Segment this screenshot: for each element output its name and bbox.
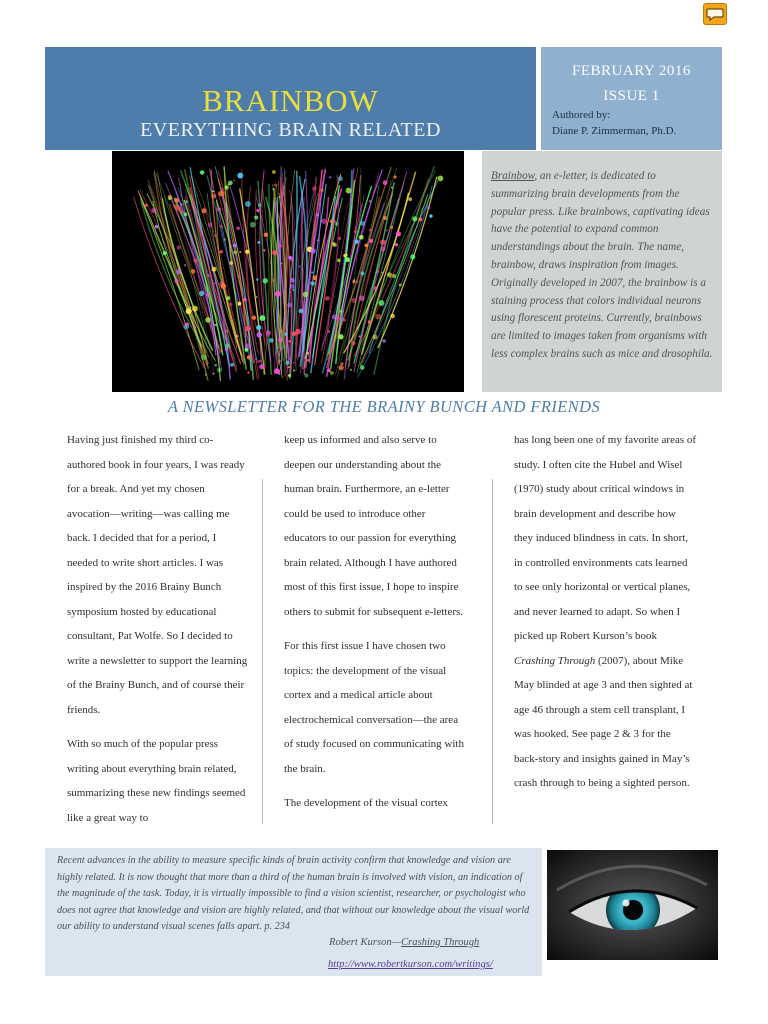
article-column-1 <box>67 428 250 840</box>
source-link[interactable]: http://www.robertkurson.com/writings/ <box>328 959 493 970</box>
masthead <box>45 47 536 150</box>
author-label: Authored by: <box>552 109 611 121</box>
paragraph: keep us informed and also serve to deepen our understanding about the human brain. Furthermore, an e-letter could be used to introduce other educators to our passion for everything brain related. Although I have authored most of this first issue, I hope to inspire others to submit for subsequent e-letters. <box>284 434 464 618</box>
column-divider <box>262 479 263 824</box>
article-column-3 <box>514 428 697 806</box>
cited-book-title: Crashing Through <box>401 937 480 948</box>
issue-date: FEBRUARY 2016 <box>572 63 691 79</box>
intro-body: , an e-letter, is dedicated to summarizing brain developments from the popular press. Like brainbows, captivating ideas have the potential to expand common understandings about the brain. The name, brainbow, draws inspiration from images. Originally developed in 2007, the brainbow is a staining process that colors individual neurons using florescent proteins. Currently, brainbows are limited to images taken from organisms with less complex brains such as mice and drosophila. <box>491 170 713 360</box>
column-divider <box>492 479 493 824</box>
paragraph: For this first issue I have chosen two topics: the development of the visual cortex and a medical article about electrochemical conversation—the area of study focused on communicating with the brain. <box>284 640 464 775</box>
brainbow-neuron-image <box>112 151 464 392</box>
article-column-2 <box>284 428 467 826</box>
quote-citation: Robert Kurson—Crashing Through <box>329 937 480 948</box>
neuron-strands <box>134 166 444 381</box>
intro-box <box>482 151 722 392</box>
tagline: A NEWSLETTER FOR THE BRAINY BUNCH AND FRIENDS <box>167 397 601 416</box>
intro-lead: Brainbow <box>491 170 535 182</box>
paragraph: Having just finished my third co-authored book in four years, I was ready for a break. And yet my chosen avocation—writing—was calling me back. I decided that for a period, I needed to write short articles. I was inspired by the 2016 Brainy Bunch symposium hosted by educational consultant, Pat Wolfe. So I decided to write a newsletter to support the learning of the Brainy Bunch, and of course their friends. <box>67 434 248 716</box>
issue-info-panel <box>541 47 722 150</box>
author-name: Diane P. Zimmerman, Ph.D. <box>552 125 677 137</box>
eye-image <box>547 850 718 960</box>
quote-box <box>45 848 542 976</box>
paragraph: With so much of the popular press writing about everything brain related, summarizing these new findings seemed like a great way to <box>67 738 246 824</box>
issue-number: ISSUE 1 <box>603 88 660 104</box>
comment-icon[interactable] <box>703 3 727 25</box>
paragraph: has long been one of my favorite areas of study. I often cite the Hubel and Wisel (1970) study about critical windows in brain development and describe how they induced blindness in cats. In short, in controlled environments cats learned to see only horizontal or vertical planes, and never learned to adapt. So when I picked up Robert Kurson’s book Crashing Through (2007), about Mike May blinded at age 3 and then sighted at age 46 through a stem cell transplant, I was hooked. See page 2 & 3 for the back-story and insights gained in May’s crash through to being a sighted person. <box>514 434 697 789</box>
masthead-title: BRAINBOW <box>202 83 379 118</box>
book-title: Crashing Through <box>514 654 596 667</box>
intro-text <box>491 168 713 364</box>
paragraph: The development of the visual cortex <box>284 797 449 809</box>
quote-text: Recent advances in the ability to measure specific kinds of brain activity confirm that knowledge and vision are highly related. It is now thought that more than a third of the human brain is involved with vision, an indication of the magnitude of the task. Today, it is virtually impossible to find a vision scientist, researcher, or psychologist who does not agree that knowledge and vision are highly related, and that without our knowledge about the visual world our ability to understand visual scenes falls apart. p. 234 <box>57 855 530 932</box>
masthead-subtitle: EVERYTHING BRAIN RELATED <box>140 119 441 141</box>
